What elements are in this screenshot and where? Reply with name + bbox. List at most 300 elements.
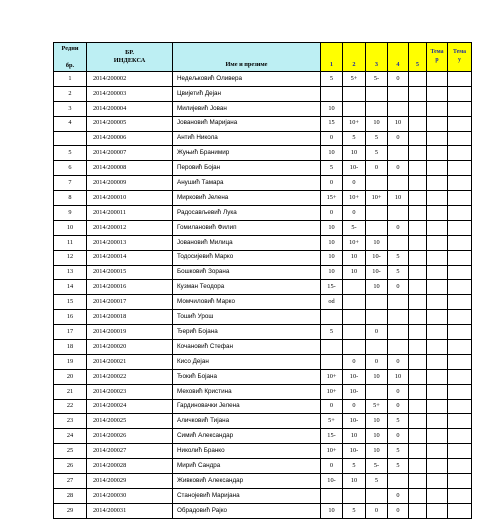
score-cell: 0 bbox=[388, 488, 409, 503]
header-rb-line2: бр. bbox=[65, 61, 75, 69]
score-cell bbox=[409, 265, 427, 280]
score-cell bbox=[388, 206, 409, 221]
score-cell: 10 bbox=[388, 191, 409, 206]
score-cell bbox=[409, 176, 427, 191]
table-row bbox=[54, 474, 472, 489]
table-row bbox=[54, 250, 472, 265]
score-cell bbox=[409, 414, 427, 429]
tema-cell bbox=[427, 131, 448, 146]
score-cell: 0 bbox=[388, 384, 409, 399]
tema-cell bbox=[427, 206, 448, 221]
score-cell: 10 bbox=[388, 369, 409, 384]
score-cell: 10- bbox=[321, 474, 343, 489]
score-cell bbox=[388, 310, 409, 325]
score-cell: 5+ bbox=[343, 72, 366, 87]
student-name-cell: Јовановић Милица bbox=[173, 235, 321, 250]
score-cell: 10 bbox=[343, 250, 366, 265]
index-number-cell: 2014/200013 bbox=[87, 235, 173, 250]
index-number-cell: 2014/200017 bbox=[87, 295, 173, 310]
tema-cell bbox=[448, 295, 472, 310]
score-cell: 10- bbox=[343, 369, 366, 384]
score-cell bbox=[409, 191, 427, 206]
row-number-cell: 22 bbox=[54, 399, 87, 414]
score-cell bbox=[409, 459, 427, 474]
score-cell bbox=[409, 369, 427, 384]
table-row bbox=[54, 414, 472, 429]
student-name-cell: Момчиловић Марко bbox=[173, 295, 321, 310]
tema-cell bbox=[427, 325, 448, 340]
score-cell bbox=[409, 384, 427, 399]
score-cell: 10- bbox=[343, 444, 366, 459]
tema-cell bbox=[427, 429, 448, 444]
score-cell: 10 bbox=[321, 101, 343, 116]
index-number-cell: 2014/200012 bbox=[87, 220, 173, 235]
student-name-cell: Јовановић Маријана bbox=[173, 116, 321, 131]
index-number-cell: 2014/200031 bbox=[87, 503, 173, 518]
score-cell: 10- bbox=[343, 161, 366, 176]
score-cell bbox=[366, 176, 388, 191]
tema-cell bbox=[427, 176, 448, 191]
table-row bbox=[54, 235, 472, 250]
score-cell: 5 bbox=[343, 503, 366, 518]
tema-cell bbox=[448, 146, 472, 161]
table-row bbox=[54, 116, 472, 131]
row-number-cell: 29 bbox=[54, 503, 87, 518]
score-cell: 0 bbox=[321, 399, 343, 414]
score-cell: 0 bbox=[366, 325, 388, 340]
score-cell: 10+ bbox=[366, 191, 388, 206]
score-cell: 15- bbox=[321, 280, 343, 295]
tema-cell bbox=[448, 488, 472, 503]
tema-cell bbox=[448, 191, 472, 206]
score-cell bbox=[388, 101, 409, 116]
tema-cell bbox=[427, 295, 448, 310]
tema-cell bbox=[448, 429, 472, 444]
table-row bbox=[54, 146, 472, 161]
table-row bbox=[54, 503, 472, 518]
score-cell: 10 bbox=[321, 250, 343, 265]
score-cell bbox=[388, 295, 409, 310]
score-cell: 5- bbox=[366, 459, 388, 474]
row-number-cell: 15 bbox=[54, 295, 87, 310]
tema-cell bbox=[427, 191, 448, 206]
score-cell: 0 bbox=[366, 161, 388, 176]
student-name-cell: Станојевић Маријана bbox=[173, 488, 321, 503]
tema-cell bbox=[427, 101, 448, 116]
score-cell: 15- bbox=[321, 429, 343, 444]
student-name-cell: Антић Никола bbox=[173, 131, 321, 146]
score-cell bbox=[409, 325, 427, 340]
index-number-cell: 2014/200016 bbox=[87, 280, 173, 295]
tema-cell bbox=[448, 399, 472, 414]
score-cell: 0 bbox=[388, 399, 409, 414]
tema-cell bbox=[427, 384, 448, 399]
score-cell: 5 bbox=[366, 474, 388, 489]
row-number-cell: 6 bbox=[54, 161, 87, 176]
table-row bbox=[54, 399, 472, 414]
tema-cell bbox=[427, 235, 448, 250]
row-number-cell: 11 bbox=[54, 235, 87, 250]
score-cell: od bbox=[321, 295, 343, 310]
score-cell bbox=[343, 295, 366, 310]
score-cell: 10 bbox=[366, 414, 388, 429]
header-col-3: 3 bbox=[366, 43, 388, 72]
student-name-cell: Мирковић Јелена bbox=[173, 191, 321, 206]
tema-cell bbox=[427, 444, 448, 459]
header-row bbox=[54, 43, 472, 72]
index-number-cell: 2014/200014 bbox=[87, 250, 173, 265]
score-cell bbox=[409, 220, 427, 235]
score-cell: 10 bbox=[366, 369, 388, 384]
student-name-cell: Кузман Теодора bbox=[173, 280, 321, 295]
student-name-cell: Перовић Бојан bbox=[173, 161, 321, 176]
score-cell: 10 bbox=[321, 146, 343, 161]
header-index-line1: БР. bbox=[125, 48, 134, 56]
row-number-cell: 27 bbox=[54, 474, 87, 489]
row-number-cell: 18 bbox=[54, 340, 87, 355]
score-cell: 10 bbox=[321, 220, 343, 235]
header-col-2: 2 bbox=[343, 43, 366, 72]
score-cell: 10 bbox=[321, 265, 343, 280]
score-cell: 0 bbox=[388, 354, 409, 369]
score-cell bbox=[388, 146, 409, 161]
score-cell bbox=[321, 86, 343, 101]
score-cell bbox=[321, 340, 343, 355]
score-cell: 0 bbox=[388, 72, 409, 87]
score-cell bbox=[409, 295, 427, 310]
index-number-cell: 2014/200004 bbox=[87, 101, 173, 116]
score-cell: 10 bbox=[366, 235, 388, 250]
score-cell bbox=[343, 310, 366, 325]
index-number-cell: 2014/200023 bbox=[87, 384, 173, 399]
table-row bbox=[54, 131, 472, 146]
tema-cell bbox=[427, 265, 448, 280]
tema-cell bbox=[448, 265, 472, 280]
score-cell: 0 bbox=[343, 399, 366, 414]
score-cell bbox=[409, 474, 427, 489]
header-tema-b-line1: Тема bbox=[452, 49, 467, 56]
student-name-cell: Кисо Дејан bbox=[173, 354, 321, 369]
index-number-cell: 2014/200028 bbox=[87, 459, 173, 474]
table-row bbox=[54, 206, 472, 221]
score-cell bbox=[343, 325, 366, 340]
score-cell bbox=[409, 503, 427, 518]
score-cell: 0 bbox=[321, 176, 343, 191]
row-number-cell: 23 bbox=[54, 414, 87, 429]
score-cell bbox=[409, 399, 427, 414]
score-cell: 0 bbox=[343, 354, 366, 369]
row-number-cell: 24 bbox=[54, 429, 87, 444]
row-number-cell: 26 bbox=[54, 459, 87, 474]
tema-cell bbox=[427, 503, 448, 518]
score-cell: 10 bbox=[388, 116, 409, 131]
row-number-cell: 5 bbox=[54, 146, 87, 161]
score-cell bbox=[409, 354, 427, 369]
tema-cell bbox=[448, 459, 472, 474]
score-cell: 10- bbox=[343, 384, 366, 399]
student-name-cell: Анушић Тамара bbox=[173, 176, 321, 191]
index-number-cell: 2014/200009 bbox=[87, 176, 173, 191]
student-name-cell: Меховић Кристина bbox=[173, 384, 321, 399]
index-number-cell: 2014/200029 bbox=[87, 474, 173, 489]
score-cell bbox=[366, 384, 388, 399]
tema-cell bbox=[448, 354, 472, 369]
score-cell bbox=[366, 295, 388, 310]
score-cell bbox=[321, 310, 343, 325]
score-cell: 10+ bbox=[343, 116, 366, 131]
score-cell: 5 bbox=[388, 414, 409, 429]
tema-cell bbox=[427, 161, 448, 176]
score-cell: 5 bbox=[343, 131, 366, 146]
score-cell bbox=[409, 250, 427, 265]
score-cell bbox=[343, 101, 366, 116]
student-name-cell: Милијевић Јован bbox=[173, 101, 321, 116]
tema-cell bbox=[448, 384, 472, 399]
row-number-cell: 10 bbox=[54, 220, 87, 235]
tema-cell bbox=[448, 414, 472, 429]
student-name-cell: Тодосијевић Марко bbox=[173, 250, 321, 265]
tema-cell bbox=[427, 488, 448, 503]
score-cell bbox=[366, 101, 388, 116]
table-row bbox=[54, 161, 472, 176]
header-rb-line1: Редни bbox=[61, 45, 79, 52]
header-tema-b-line2: у bbox=[458, 57, 461, 63]
student-name-cell: Живковић Александар bbox=[173, 474, 321, 489]
student-name-cell: Ђерић Бојана bbox=[173, 325, 321, 340]
row-number-cell: 20 bbox=[54, 369, 87, 384]
row-number-cell: 14 bbox=[54, 280, 87, 295]
score-cell bbox=[409, 131, 427, 146]
student-name-cell: Николић Бранко bbox=[173, 444, 321, 459]
table-row bbox=[54, 101, 472, 116]
score-cell: 10- bbox=[366, 265, 388, 280]
score-cell bbox=[409, 429, 427, 444]
tema-cell bbox=[448, 235, 472, 250]
index-number-cell: 2014/200005 bbox=[87, 116, 173, 131]
score-cell: 5 bbox=[366, 146, 388, 161]
score-cell: 0 bbox=[321, 131, 343, 146]
tema-cell bbox=[448, 206, 472, 221]
score-cell: 5- bbox=[343, 220, 366, 235]
score-cell: 5 bbox=[388, 444, 409, 459]
score-cell bbox=[388, 325, 409, 340]
tema-cell bbox=[427, 399, 448, 414]
tema-cell bbox=[448, 72, 472, 87]
score-cell: 10- bbox=[366, 250, 388, 265]
score-cell: 10+ bbox=[321, 369, 343, 384]
score-cell: 15+ bbox=[321, 191, 343, 206]
score-cell: 15 bbox=[321, 116, 343, 131]
score-cell: 5 bbox=[321, 325, 343, 340]
table-row bbox=[54, 220, 472, 235]
tema-cell bbox=[448, 474, 472, 489]
score-cell: 0 bbox=[388, 131, 409, 146]
score-cell bbox=[321, 488, 343, 503]
score-cell: 0 bbox=[321, 206, 343, 221]
tema-cell bbox=[427, 369, 448, 384]
score-cell bbox=[409, 206, 427, 221]
header-index-line2: ИНДЕКСА bbox=[113, 57, 146, 64]
row-number-cell: 9 bbox=[54, 206, 87, 221]
row-number-cell: 12 bbox=[54, 250, 87, 265]
tema-cell bbox=[448, 280, 472, 295]
row-number-cell: 1 bbox=[54, 72, 87, 87]
student-name-cell: Тошић Урош bbox=[173, 310, 321, 325]
score-cell: 10 bbox=[366, 280, 388, 295]
tema-cell bbox=[448, 250, 472, 265]
score-cell: 5 bbox=[366, 131, 388, 146]
row-number-cell: 3 bbox=[54, 101, 87, 116]
score-cell: 0 bbox=[321, 459, 343, 474]
score-cell bbox=[409, 340, 427, 355]
row-number-cell: 8 bbox=[54, 191, 87, 206]
score-cell: 10 bbox=[343, 474, 366, 489]
tema-cell bbox=[427, 280, 448, 295]
score-cell: 10 bbox=[321, 235, 343, 250]
tema-cell bbox=[448, 161, 472, 176]
score-cell bbox=[388, 340, 409, 355]
table-row bbox=[54, 384, 472, 399]
student-name-cell: Бошковић Зорана bbox=[173, 265, 321, 280]
score-cell bbox=[388, 86, 409, 101]
table-row bbox=[54, 325, 472, 340]
row-number-cell: 4 bbox=[54, 116, 87, 131]
header-name: Име и презиме bbox=[173, 43, 321, 72]
tema-cell bbox=[427, 459, 448, 474]
score-cell bbox=[409, 161, 427, 176]
score-cell bbox=[409, 146, 427, 161]
tema-cell bbox=[448, 131, 472, 146]
table-row bbox=[54, 429, 472, 444]
score-cell: 10+ bbox=[343, 191, 366, 206]
tema-cell bbox=[448, 325, 472, 340]
index-number-cell: 2014/200030 bbox=[87, 488, 173, 503]
score-cell: 10 bbox=[343, 146, 366, 161]
row-number-cell: 16 bbox=[54, 310, 87, 325]
score-cell: 0 bbox=[388, 161, 409, 176]
score-cell: 10+ bbox=[343, 235, 366, 250]
table-row bbox=[54, 488, 472, 503]
row-number-cell: 17 bbox=[54, 325, 87, 340]
score-cell bbox=[409, 86, 427, 101]
row-number-cell bbox=[54, 131, 87, 146]
index-number-cell: 2014/200021 bbox=[87, 354, 173, 369]
score-cell bbox=[409, 280, 427, 295]
score-cell: 5 bbox=[388, 265, 409, 280]
score-cell: 5+ bbox=[366, 399, 388, 414]
index-number-cell: 2014/200008 bbox=[87, 161, 173, 176]
index-number-cell: 2014/200002 bbox=[87, 72, 173, 87]
student-name-cell: Аличковић Тијана bbox=[173, 414, 321, 429]
score-cell bbox=[409, 116, 427, 131]
index-number-cell: 2014/200020 bbox=[87, 340, 173, 355]
score-cell bbox=[366, 86, 388, 101]
student-name-cell: Жуњић Бранимир bbox=[173, 146, 321, 161]
student-name-cell: Цвијетић Дејан bbox=[173, 86, 321, 101]
score-cell bbox=[409, 235, 427, 250]
index-number-cell: 2014/200024 bbox=[87, 399, 173, 414]
score-cell bbox=[388, 235, 409, 250]
score-cell: 10+ bbox=[321, 444, 343, 459]
header-tema-a bbox=[427, 43, 448, 72]
score-cell bbox=[321, 354, 343, 369]
score-cell: 5+ bbox=[321, 414, 343, 429]
score-cell bbox=[409, 72, 427, 87]
header-tema-a-line2: р bbox=[435, 57, 439, 63]
tema-cell bbox=[427, 72, 448, 87]
table-row bbox=[54, 86, 472, 101]
score-cell: 10 bbox=[321, 503, 343, 518]
score-cell: 0 bbox=[366, 503, 388, 518]
header-col-5: 5 bbox=[409, 43, 427, 72]
score-cell: 10+ bbox=[321, 384, 343, 399]
tema-cell bbox=[427, 250, 448, 265]
table-row bbox=[54, 459, 472, 474]
header-index bbox=[87, 43, 173, 72]
index-number-cell: 2014/200027 bbox=[87, 444, 173, 459]
index-number-cell: 2014/200006 bbox=[87, 131, 173, 146]
student-name-cell: Симић Александар bbox=[173, 429, 321, 444]
tema-cell bbox=[427, 116, 448, 131]
score-cell bbox=[366, 488, 388, 503]
score-cell: 10 bbox=[366, 444, 388, 459]
score-cell bbox=[343, 340, 366, 355]
tema-cell bbox=[427, 354, 448, 369]
score-cell bbox=[343, 280, 366, 295]
index-number-cell: 2014/200018 bbox=[87, 310, 173, 325]
score-cell bbox=[409, 488, 427, 503]
row-number-cell: 25 bbox=[54, 444, 87, 459]
score-cell bbox=[409, 310, 427, 325]
table-row bbox=[54, 280, 472, 295]
index-number-cell: 2014/200019 bbox=[87, 325, 173, 340]
index-number-cell: 2014/200026 bbox=[87, 429, 173, 444]
row-number-cell: 13 bbox=[54, 265, 87, 280]
student-name-cell: Обрадовић Рајко bbox=[173, 503, 321, 518]
student-name-cell: Гардиновачки Јелена bbox=[173, 399, 321, 414]
score-cell: 0 bbox=[366, 354, 388, 369]
index-number-cell: 2014/200007 bbox=[87, 146, 173, 161]
score-cell bbox=[343, 488, 366, 503]
header-col-4: 4 bbox=[388, 43, 409, 72]
table-row bbox=[54, 191, 472, 206]
score-cell: 10 bbox=[343, 429, 366, 444]
tema-cell bbox=[427, 146, 448, 161]
score-cell: 0 bbox=[343, 206, 366, 221]
score-cell bbox=[388, 474, 409, 489]
score-cell: 10 bbox=[366, 116, 388, 131]
score-cell bbox=[409, 444, 427, 459]
grades-table bbox=[53, 42, 472, 519]
student-name-cell: Кочановић Стефан bbox=[173, 340, 321, 355]
tema-cell bbox=[448, 176, 472, 191]
student-name-cell: Гомилановић Филип bbox=[173, 220, 321, 235]
score-cell: 0 bbox=[343, 176, 366, 191]
header-tema-b bbox=[448, 43, 472, 72]
index-number-cell: 2014/200025 bbox=[87, 414, 173, 429]
table-row bbox=[54, 369, 472, 384]
table-row bbox=[54, 176, 472, 191]
header-tema-a-line1: Тема bbox=[430, 49, 444, 56]
score-cell bbox=[366, 340, 388, 355]
index-number-cell: 2014/200015 bbox=[87, 265, 173, 280]
tema-cell bbox=[427, 86, 448, 101]
table-row bbox=[54, 444, 472, 459]
student-name-cell: Радосављевић Лука bbox=[173, 206, 321, 221]
header-col-1: 1 bbox=[321, 43, 343, 72]
table-row bbox=[54, 72, 472, 87]
score-cell: 0 bbox=[388, 280, 409, 295]
